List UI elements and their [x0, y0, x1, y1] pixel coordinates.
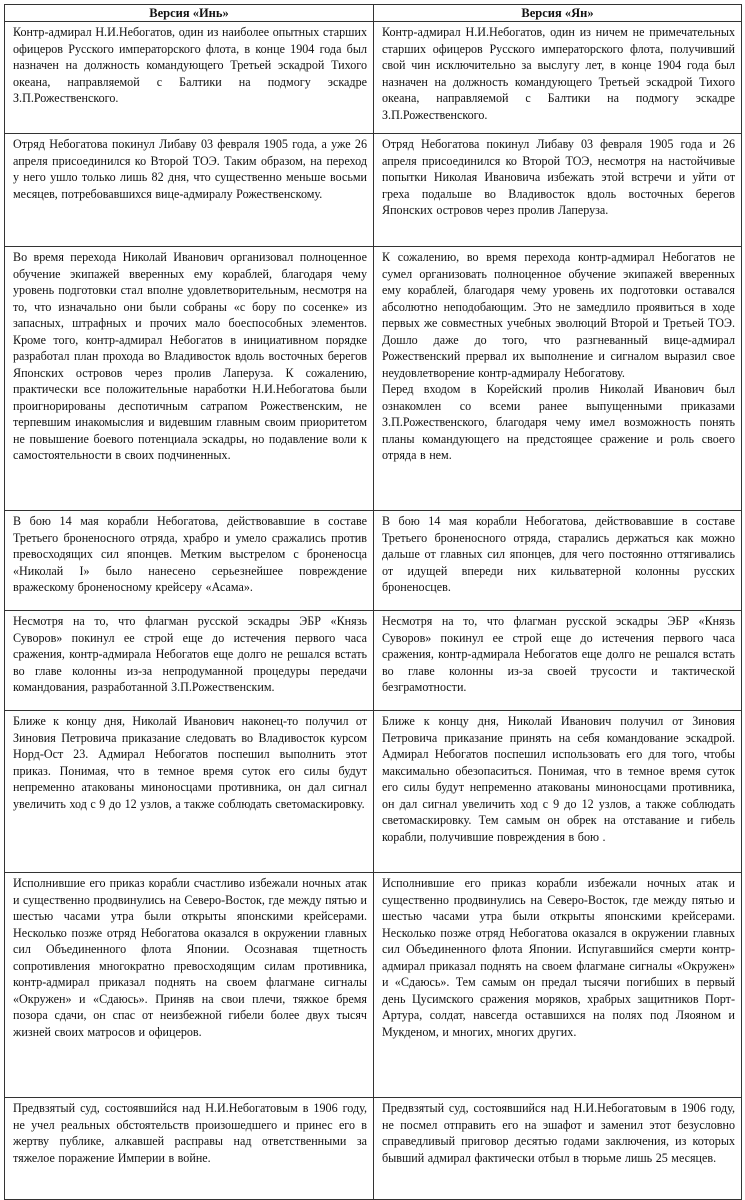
yin-cell — [5, 711, 374, 873]
yin-cell — [5, 134, 374, 247]
table-row — [5, 1098, 742, 1200]
yang-paragraph: Перед входом в Корейский пролив Николай Иванович был ознакомлен со всеми ранее выпущенными приказами З.П.Рожественского, благодаря чему имел возможность понять планы командующего на предстоящее сражение и роль своего отряда в нем. — [382, 382, 735, 462]
yin-cell — [5, 873, 374, 1098]
yin-cell — [5, 511, 374, 611]
header-yang: Версия «Ян» — [374, 5, 742, 22]
header-yin: Версия «Инь» — [5, 5, 374, 22]
table-row — [5, 22, 742, 134]
yin-cell — [5, 611, 374, 711]
yang-paragraph: К сожалению, во время перехода контр-адмирал Небогатов не сумел организовать полноценное обучение экипажей вверенных ему кораблей, благодаря чему уровень их подготовки оставался абсолютно неподобающим. Это не замедлило проявиться в ходе первых же совместных учебных эволюций Второй и Третьей ТОЭ. Дошло даже до того, что разгневанный вице-адмирал Рожественский прервал их выполнение и сигналом выразил свое неудовлетворение контр-адмиралу Небогатову. — [382, 250, 735, 380]
yang-cell — [374, 134, 742, 247]
yang-cell — [374, 711, 742, 873]
yang-cell — [374, 247, 742, 511]
comparison-table — [4, 4, 742, 1200]
yin-paragraph: Несмотря на то, что флагман русской эскадры ЭБР «Князь Суворов» покинул ее строй еще до истечения первого часа сражения, контр-адмирала Небогатов еще долго не решался встать во главе колонны из-за непродуманной процедуры передачи командования, разработанной З.П.Рожественским. — [13, 614, 367, 694]
yin-paragraph: В бою 14 мая корабли Небогатова, действовавшие в составе Третьего броненосного отряда, храбро и умело сражались против превосходящих сил японцев. Метким выстрелом с броненосца «Николай I» было нанесено серьезнейшее повреждение вражескому броненосному крейсеру «Асама». — [13, 514, 367, 594]
table-row — [5, 134, 742, 247]
yang-paragraph: Ближе к концу дня, Николай Иванович получил от Зиновия Петровича приказание принять на себя командование эскадрой. Адмирал Небогатов поспешил использовать его для того, чтобы максимально обезопаситься. Понимая, что в темное время суток его силы будут непременно атакованы миноносцами противника, он дал сигнал увеличить ход с 9 до 12 узлов, а также соблюдать светомаскировку. Тем самым он обрек на отставание и гибель корабли, получившие повреждения в бою . — [382, 714, 735, 844]
yin-paragraph: Отряд Небогатова покинул Либаву 03 февраля 1905 года, а уже 26 апреля присоединился ко Второй ТОЭ. Таким образом, на переход у него ушло только лишь 82 дня, что существенно меньше восьми месяцев, потребовавшихся вице-адмиралу Рожественскому. — [13, 137, 367, 201]
table-row — [5, 511, 742, 611]
yin-paragraph: Ближе к концу дня, Николай Иванович наконец-то получил от Зиновия Петровича приказание следовать во Владивосток курсом Норд-Ост 23. Адмирал Небогатов поспешил выполнить этот приказ. Понимая, что в темное время суток его силы будут непременно атакованы миноносцами противника, он дал сигнал увеличить ход с 9 до 12 узлов, а также соблюдать светомаскировку. — [13, 714, 367, 811]
yang-cell — [374, 22, 742, 134]
yang-paragraph: Исполнившие его приказ корабли избежали ночных атак и существенно продвинулись на Северо-Восток, где между пятью и шестью часами утра были открыты японскими крейсерами. Несколько позже отряд Небогатова оказался в окружении главных сил Объединенного флота Японии. Испугавшийся смерти контр-адмирал приказал поднять на своем флагмане сигналы «Окружен» и «Сдаюсь». Тем самым он предал тысячи погибших в первый день Цусимского сражения моряков, храбрых защитников Порт-Артура, солдат, навсегда оставшихся на полях под Ляояном и Мукденом, и многих, многих других. — [382, 876, 735, 1039]
yang-cell — [374, 873, 742, 1098]
yang-paragraph: Несмотря на то, что флагман русской эскадры ЭБР «Князь Суворов» покинул ее строй еще до истечения первого часа сражения, контр-адмирала Небогатов еще долго не решался встать во главе колонны из-за своей трусости и тактической безграмотности. — [382, 614, 735, 694]
yin-paragraph: Предвзятый суд, состоявшийся над Н.И.Небогатовым в 1906 году, не учел реальных обстоятельств произошедшего и принес его в жертву публике, алкавшей расправы над ответственными за тяжелое поражение Империи в войне. — [13, 1101, 367, 1165]
table-row — [5, 247, 742, 511]
yin-paragraph: Во время перехода Николай Иванович организовал полноценное обучение экипажей вверенных ему кораблей, благодаря чему уровень подготовки стал вполне удовлетворительным, несмотря на то, что изначально они были собраны «с бору по сосенке» из запасных, штрафных и прочих мало боеспособных элементов. Кроме того, контр-адмирал Небогатов в инициативном порядке разработал план прохода во Владивосток вдоль восточных берегов Японских островов через пролив Лаперуза. К сожалению, практически все положительные наработки Н.И.Небогатова были проигнорированы деспотичным сатрапом Рожественским, не терпевшим инакомыслия и видевшим главным своим приоритетом не повышение боевого потенциала эскадры, но подавление воли к самостоятельности в своих подчиненных. — [13, 250, 367, 462]
yin-cell — [5, 247, 374, 511]
yang-paragraph: Предвзятый суд, состоявшийся над Н.И.Небогатовым в 1906 году, не посмел отправить его на эшафот и заменил этот безусловно справедливый приговор десятью годами заключения, из которых бывший адмирал фактически отбыл в тюрьме лишь 25 месяцев. — [382, 1101, 735, 1165]
table-row — [5, 611, 742, 711]
yin-paragraph: Исполнившие его приказ корабли счастливо избежали ночных атак и существенно продвинулись на Северо-Восток, где между пятью и шестью часами утра были открыты японскими крейсерами. Несколько позже отряд Небогатова оказался в окружении главных сил Объединенного флота Японии. Осознавая тщетность сопротивления многократно превосходящим силам противника, контр-адмирал приказал поднять на своем флагмане сигналы «Окружен» и «Сдаюсь». Приняв на свои плечи, тяжкое бремя позора сдачи, он спас от неизбежной гибели более двух тысяч жизней своих матросов и офицеров. — [13, 876, 367, 1039]
table-row — [5, 873, 742, 1098]
yang-paragraph: Контр-адмирал Н.И.Небогатов, один из ничем не примечательных старших офицеров Русского императорского флота, получивший свой чин исключительно за выслугу лет, в конце 1904 года был назначен на должность командующего Третьей эскадрой Тихого океана, направляемой с Балтики на подмогу эскадре З.П.Рожественского. — [382, 25, 735, 122]
yang-paragraph: В бою 14 мая корабли Небогатова, действовавшие в составе Третьего броненосного отряда, старались держаться как можно дальше от главных сил японцев, для чего постоянно оттягивались от идущей впереди них кильватерной колонны русских броненосцев. — [382, 514, 735, 594]
yang-paragraph: Отряд Небогатова покинул Либаву 03 февраля 1905 года и 26 апреля присоединился ко Второй ТОЭ, несмотря на настойчивые попытки Николая Ивановича избежать этой встречи и уйти от греха подальше во Владивосток вдоль восточных берегов Японских островов через пролив Лаперуза. — [382, 137, 735, 217]
yang-cell — [374, 511, 742, 611]
header-row — [5, 5, 742, 22]
table-row — [5, 711, 742, 873]
yin-paragraph: Контр-адмирал Н.И.Небогатов, один из наиболее опытных старших офицеров Русского императорского флота, в конце 1904 года был назначен на должность командующего Третьей эскадрой Тихого океана, направляемой с Балтики на подмогу эскадре З.П.Рожественского. — [13, 25, 367, 105]
yin-cell — [5, 22, 374, 134]
yang-cell — [374, 611, 742, 711]
yang-cell — [374, 1098, 742, 1200]
yin-cell — [5, 1098, 374, 1200]
